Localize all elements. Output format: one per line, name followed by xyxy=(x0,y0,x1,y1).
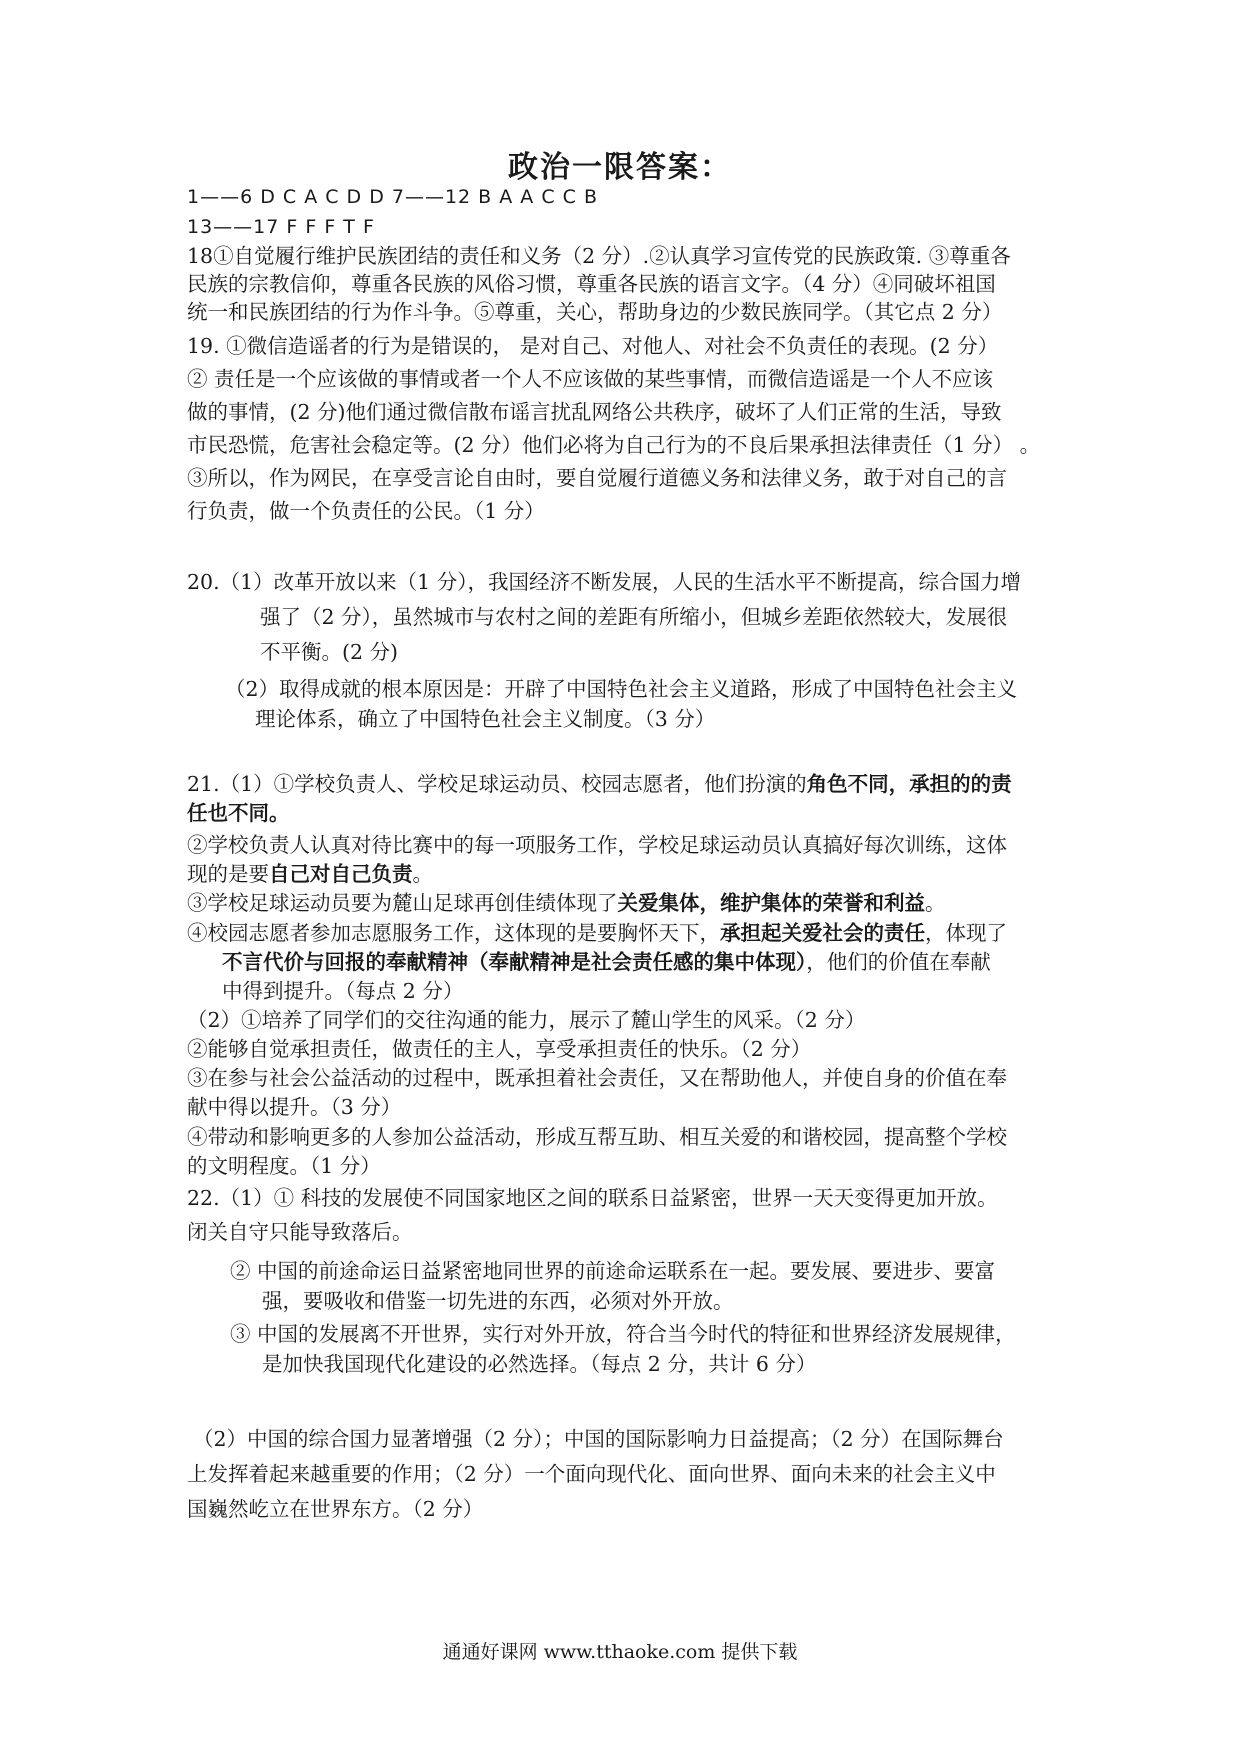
q21-line-12: 献中得以提升。（3 分） xyxy=(187,1095,402,1119)
q22-line-8: 上发挥着起来越重要的作用；（2 分）一个面向现代化、面向世界、面向未来的社会主义中 xyxy=(187,1462,996,1486)
q21-line-2 xyxy=(187,799,290,827)
q20-line-1: 20.（1）改革开放以来（1 分），我国经济不断发展，人民的生活水平不断提高，综合国力增 xyxy=(187,570,1021,594)
q21-line-4-bold: 自己对自己负责 xyxy=(269,862,413,886)
q21-line-4-text: 现的是要 xyxy=(187,862,269,886)
q21-line-1-bold: 角色不同，承担的的责 xyxy=(806,772,1012,796)
q19-line-5: ③所以，作为网民，在享受言论自由时，要自觉履行道德义务和法律义务，敢于对自己的言 xyxy=(187,466,1007,490)
q21-line-5 xyxy=(187,889,946,917)
q21-line-6 xyxy=(187,919,1007,947)
q21-line-6-bold: 承担起关爱社会的责任 xyxy=(720,921,925,945)
q21-line-2-bold: 任也不同。 xyxy=(187,801,290,825)
choice-answers-line-1: 1——6 D C A C D D 7——12 B A A C C B xyxy=(187,186,598,208)
q21-line-5-end: 。 xyxy=(925,891,946,915)
page-title: 政治一限答案： xyxy=(508,150,732,185)
q19-line-3: 做的事情，(2 分)他们通过微信散布谣言扰乱网络公共秩序，破坏了人们正常的生活，导致 xyxy=(187,400,1002,424)
q21-line-1-text: 21.（1）①学校负责人、学校足球运动员、校园志愿者，他们扮演的 xyxy=(187,772,807,796)
q21-line-13: ④带动和影响更多的人参加公益活动，形成互帮互助、相互关爱的和谐校园，提高整个学校 xyxy=(187,1125,1007,1149)
q21-line-6-text: ④校园志愿者参加志愿服务工作，这体现的是要胸怀天下， xyxy=(187,921,720,945)
q22-line-2: 闭关自守只能导致落后。 xyxy=(187,1220,413,1244)
choice-answers-line-2: 13——17 F F F T F xyxy=(187,216,375,238)
q21-line-5-text: ③学校足球运动员要为麓山足球再创佳绩体现了 xyxy=(187,891,618,915)
q22-line-7: （2）中国的综合国力显著增强（2 分）；中国的国际影响力日益提高；（2 分）在国际舞台 xyxy=(193,1427,1004,1451)
q21-line-7-bold: 不言代价与回报的奉献精神（奉献精神是社会责任感的集中体现） xyxy=(222,950,807,974)
q19-line-6: 行负责，做一个负责任的公民。（1 分） xyxy=(187,499,545,523)
q21-line-3: ②学校负责人认真对待比赛中的每一项服务工作，学校足球运动员认真搞好每次训练，这体 xyxy=(187,833,1007,857)
footer-source-note: 通通好课网 www.tthaoke.com 提供下载 xyxy=(442,1641,798,1663)
q22-line-3: ② 中国的前途命运日益紧密地同世界的前途命运联系在一起。要发展、要进步、要富 xyxy=(230,1259,996,1283)
q20-line-4: （2）取得成就的根本原因是：开辟了中国特色社会主义道路，形成了中国特色社会主义 xyxy=(225,677,1018,701)
q21-line-14: 的文明程度。（1 分） xyxy=(187,1154,381,1178)
q21-line-4 xyxy=(187,860,433,888)
q22-line-5: ③ 中国的发展离不开世界，实行对外开放，符合当今时代的特征和世界经济发展规律， xyxy=(230,1322,1016,1346)
q18-line-3: 统一和民族团结的行为作斗争。⑤尊重，关心，帮助身边的少数民族同学。（其它点 2 分） xyxy=(187,300,1003,324)
q20-line-5: 理论体系，确立了中国特色社会主义制度。（3 分） xyxy=(255,707,716,731)
q22-line-4: 强，要吸收和借鉴一切先进的东西，必须对外开放。 xyxy=(262,1289,734,1313)
q21-line-11: ③在参与社会公益活动的过程中，既承担着社会责任，又在帮助他人，并使自身的价值在奉 xyxy=(187,1066,1007,1090)
q19-line-4: 市民恐慌，危害社会稳定等。(2 分）他们必将为自己行为的不良后果承担法律责任（1 分） 。 xyxy=(187,433,1041,457)
q22-line-9: 国巍然屹立在世界东方。（2 分） xyxy=(187,1497,484,1521)
q21-line-5-bold: 关爱集体，维护集体的荣誉和利益 xyxy=(617,891,925,915)
q18-line-1: 18①自觉履行维护民族团结的责任和义务（2 分）.②认真学习宣传党的民族政策. ③尊重各 xyxy=(187,244,1011,268)
q19-line-2: ② 责任是一个应该做的事情或者一个人不应该做的某些事情，而微信造谣是一个人不应该 xyxy=(187,367,994,391)
q21-line-7 xyxy=(222,948,991,976)
q21-line-1 xyxy=(187,770,1012,798)
q21-line-7-text: ，他们的价值在奉献 xyxy=(806,950,991,974)
q21-line-8: 中得到提升。（每点 2 分） xyxy=(222,979,464,1003)
q21-line-4-end: 。 xyxy=(412,862,433,886)
q20-line-3: 不平衡。(2 分) xyxy=(260,640,399,664)
q21-line-10: ②能够自觉承担责任，做责任的主人，享受承担责任的快乐。（2 分） xyxy=(187,1037,812,1061)
q18-line-2: 民族的宗教信仰，尊重各民族的风俗习惯，尊重各民族的语言文字。（4 分）④同破坏祖国 xyxy=(187,272,996,296)
q21-line-9: （2）①培养了同学们的交往沟通的能力，展示了麓山学生的风采。（2 分） xyxy=(187,1008,866,1032)
q22-line-6: 是加快我国现代化建设的必然选择。（每点 2 分，共计 6 分） xyxy=(262,1352,817,1376)
q22-line-1: 22.（1）① 科技的发展使不同国家地区之间的联系日益紧密，世界一天天变得更加开放。 xyxy=(187,1186,998,1210)
q21-line-6-end: ，体现了 xyxy=(925,921,1007,945)
q19-line-1: 19. ①微信造谣者的行为是错误的， 是对自己、对他人、对社会不负责任的表现。(2 分） xyxy=(187,334,999,358)
q20-line-2: 强了（2 分），虽然城市与农村之间的差距有所缩小，但城乡差距依然较大，发展很 xyxy=(260,605,1008,629)
